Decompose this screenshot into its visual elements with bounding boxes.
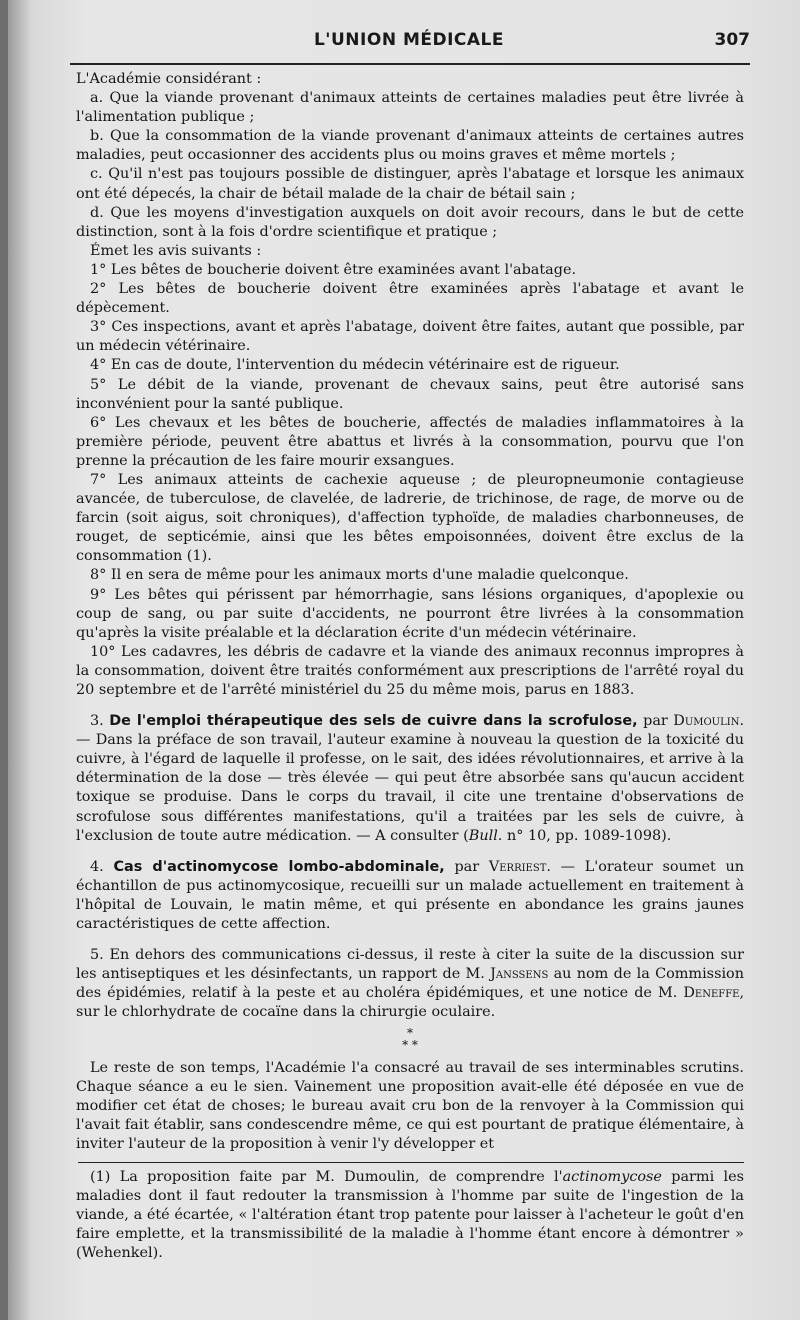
author-name: Janssens bbox=[490, 966, 549, 983]
paragraph: L'Académie considérant : bbox=[76, 71, 262, 87]
paragraph: 8° Il en sera de même pour les animaux morts d'une maladie quelconque. bbox=[90, 567, 629, 584]
paragraph: 10° Les cadavres, les débris de cadavre et la viande des animaux reconnus impropres à la consommation, doivent être traités conformément aux prescriptions de l'arrêté royal du 20 septembre et de l'arrêté ministériel du 25 du même mois, parus en 1883. bbox=[76, 643, 744, 698]
bulletin-abbrev: Bull. bbox=[468, 827, 503, 844]
paragraph: 3° Ces inspections, avant et après l'abatage, doivent être faites, autant que possible, par un médecin vétérinaire. bbox=[76, 319, 744, 355]
closing-paragraph: Le reste de son temps, l'Académie l'a consacré au travail de ses interminables scrutins. Chaque séance a eu le sien. Vainement une proposition avait-elle été déposée en vue de modifier cet état de choses; le bureau avait cru bon de la renvoyer à la Commission qui l'avait fait établir, sans condescendre même, ce qui est pourtant de pratique élémentaire, à inviter l'auteur de la proposition à venir l'y développer et bbox=[76, 1059, 744, 1152]
section-text: — Dans la préface de son travail, l'auteur examine à nouveau la question de la toxicité du cuivre, à l'égard de laquelle il professe, on le sait, des idées révolutionnaires, et arrive à la détermination de la dose — très élevée — qui peut être absorbée sans qu'aucun accident toxique se produise. Dans le corps du travail, il cite une trentaine d'observations de scrofulose sous différentes manifestations, qu'il a traitées par les sels de cuivre, à l'exclusion de toute autre médication. — A consulter ( bbox=[76, 732, 744, 844]
section-4 bbox=[76, 858, 744, 934]
section-text: 5. En dehors des communications ci-dessus, il reste à citer la suite de la discussion sur les antiseptiques et les désinfectants, un rapport de M. bbox=[76, 947, 744, 983]
paragraph: b. Que la consommation de la viande provenant d'animaux atteints de certaines autres maladies, peut occasionner des accidents plus ou moins graves et même mortels ; bbox=[76, 128, 744, 164]
page-header bbox=[68, 30, 750, 62]
paragraph: 4° En cas de doute, l'intervention du médecin vétérinaire est de rigueur. bbox=[90, 357, 620, 374]
section-3 bbox=[76, 712, 744, 846]
section-author: Dumoulin. bbox=[673, 713, 745, 730]
footnote-rule bbox=[78, 1162, 744, 1163]
asterism: * * * bbox=[402, 1025, 418, 1052]
bulletin-ref: n° 10, pp. 1089-1098). bbox=[502, 827, 672, 844]
paragraph: 6° Les chevaux et les bêtes de boucherie, affectés de maladies inflammatoires à la première période, peuvent être abattus et livrés à la consommation, pourvu que l'on prenne la précaution de les faire mourir exsangues. bbox=[76, 414, 744, 469]
section-text: — L'orateur soumet un échantillon de pus actinomycosique, recueilli sur un malade actuellement en traitement à l'hôpital de Louvain, le matin même, et qui présente en abondance les grains jaunes caractéristiques de cette affection. bbox=[76, 858, 745, 933]
section-5 bbox=[76, 946, 744, 1022]
section-author: Verriest. bbox=[488, 858, 551, 875]
section-by: par bbox=[643, 713, 668, 730]
section-by: par bbox=[454, 858, 480, 875]
paragraph: 9° Les bêtes qui périssent par hémorrhagie, sans lésions organiques, d'apoplexie ou coup de sang, ou par suite d'accidents, ne pourront être livrées à la consommation qu'après la visite préalable et la déclaration écrite d'un médecin vétérinaire. bbox=[76, 586, 744, 641]
page-number: 307 bbox=[714, 30, 750, 50]
paragraph: 2° Les bêtes de boucherie doivent être examinées après l'abatage et avant le dépècement. bbox=[76, 281, 744, 317]
footnote bbox=[76, 1168, 744, 1263]
section-title: Cas d'actinomycose lombo-abdominale, bbox=[113, 858, 445, 875]
footnote-text: parmi les maladies dont il faut redouter la transmission à l'homme par suite de l'ingestion de la viande, a été écartée, « l'altération étant trop patente pour laisser à l'acheteur le goût d'en faire emplette, et la transmissibilité de la maladie à l'homme étant encore à démontrer » (Wehenkel). bbox=[76, 1169, 744, 1262]
footnote-text: (1) La proposition faite par M. Dumoulin, de comprendre l' bbox=[90, 1169, 563, 1185]
paragraph: c. Qu'il n'est pas toujours possible de distinguer, après l'abatage et lorsque les animaux ont été dépecés, la chair de bétail malade de la chair de bétail sain ; bbox=[76, 166, 744, 202]
paragraph: d. Que les moyens d'investigation auxquels on doit avoir recours, dans le but de cette distinction, sont à la fois d'ordre scientifique et pratique ; bbox=[76, 204, 744, 240]
paragraph: Émet les avis suivants : bbox=[90, 242, 262, 259]
author-name: Deneffe, bbox=[683, 985, 745, 1002]
header-rule bbox=[70, 63, 750, 65]
page bbox=[8, 0, 800, 1320]
paragraph: 5° Le débit de la viande, provenant de chevaux sains, peut être autorisé sans inconvénient pour la santé publique. bbox=[76, 376, 744, 412]
paragraph: 7° Les animaux atteints de cachexie aqueuse ; de pleuropneumonie contagieuse avancée, de tuberculose, de clavelée, de ladrerie, de trichinose, de rage, de morve ou de farcin (soit aigus, soit chroniques), d'affection typhoïde, de maladies charbonneuses, de rouget, de septicémie, ainsi que les bêtes empoisonnées, doivent être exclus de la consommation (1). bbox=[76, 471, 744, 565]
section-title: De l'emploi thérapeutique des sels de cuivre dans la scrofulose, bbox=[109, 713, 638, 730]
running-title: L'UNION MÉDICALE bbox=[313, 30, 505, 50]
section-text: au nom de la Commission des épidémies, relatif à la peste et au choléra épidémiques, et une notice de M. bbox=[76, 966, 744, 1002]
body-text bbox=[76, 70, 744, 1154]
footnote-term: actinomycose bbox=[562, 1169, 662, 1185]
section-text: sur le chlorhydrate de cocaïne dans la chirurgie oculaire. bbox=[76, 1004, 496, 1021]
paragraph: 1° Les bêtes de boucherie doivent être examinées avant l'abatage. bbox=[90, 261, 577, 278]
section-number: 4. bbox=[90, 858, 104, 875]
section-number: 3. bbox=[90, 713, 104, 730]
paragraph: a. Que la viande provenant d'animaux atteints de certaines maladies peut être livrée à l'alimentation publique ; bbox=[76, 90, 744, 126]
